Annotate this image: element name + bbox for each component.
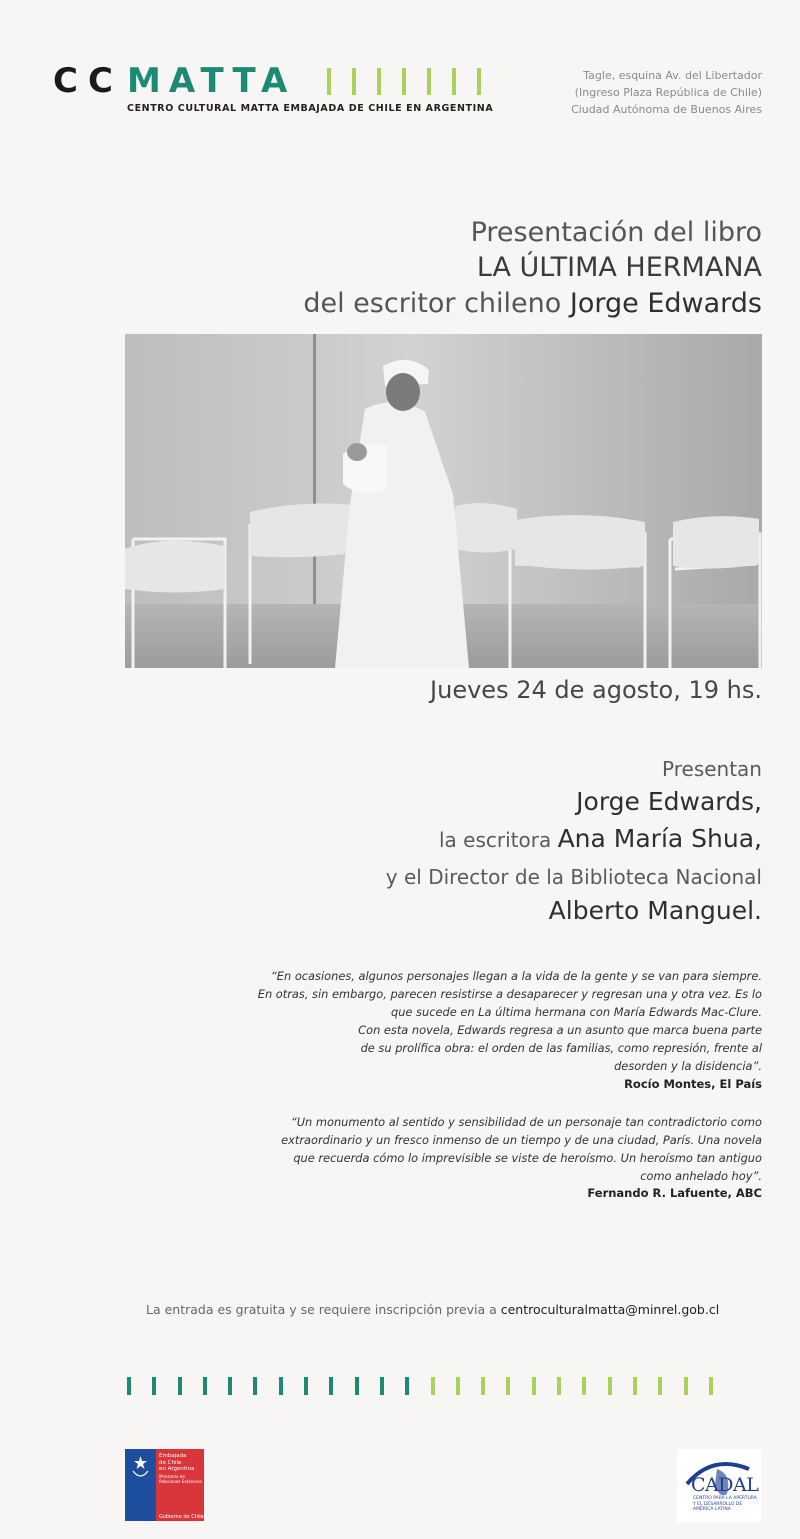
title-line-1: Presentación del libro: [470, 217, 762, 248]
address-line: Ciudad Autónoma de Buenos Aires: [571, 103, 762, 116]
presenter-1: Jorge Edwards,: [576, 787, 762, 816]
gob-text-line: de Chile: [159, 1459, 182, 1466]
quote-line: “Un monumento al sentido y sensibilidad de un personaje tan contradictorio como: [290, 1115, 762, 1129]
email-link[interactable]: centroculturalmatta@minrel.gob.cl: [500, 1302, 720, 1317]
decorative-bars: [127, 1377, 713, 1395]
quote-1-attribution: Rocío Montes, El País: [624, 1077, 762, 1091]
event-date: Jueves 24 de agosto, 19 hs.: [430, 676, 762, 704]
gob-text-line: en Argentina: [159, 1466, 195, 1472]
gob-bottom-text: Gobierno de Chile: [159, 1514, 204, 1520]
author-name: Jorge Edwards: [569, 288, 762, 319]
quote-line: desorden y la disidencia”.: [614, 1059, 762, 1073]
quote-line: que sucede en La última hermana con María Edwards Mac-Clure.: [390, 1005, 762, 1019]
registration-note: [146, 1302, 719, 1317]
presenter-2-role: la escritora: [438, 828, 558, 852]
presenter-2: [202, 824, 762, 853]
presenter-2-name: Ana María Shua,: [557, 824, 762, 853]
gob-text-line: Embajada: [159, 1453, 187, 1459]
quote-1: [242, 967, 762, 1075]
nursery-photo: [125, 334, 762, 668]
logo-matta: MATTA: [127, 61, 296, 101]
presenter-3-role: y el Director de la Biblioteca Nacional: [385, 865, 762, 889]
gob-ministry: Ministerio de Relaciones Exteriores: [159, 1473, 202, 1484]
quote-line: “En ocasiones, algunos personajes llegan a la vida de la gente y se van para siempre.: [270, 969, 762, 983]
quote-line: En otras, sin embargo, parecen resistirse a desaparecer y regresan una y otra vez. Es lo: [257, 987, 762, 1001]
presentan-label: Presentan: [662, 757, 762, 781]
presenter-3-name: Alberto Manguel.: [548, 896, 762, 925]
quote-line: como anhelado hoy”.: [640, 1169, 762, 1183]
book-title: LA ÚLTIMA HERMANA: [476, 252, 762, 283]
quote-2: [242, 1113, 762, 1185]
title-line-3: [162, 286, 762, 321]
quote-2-attribution: Fernando R. Lafuente, ABC: [587, 1186, 762, 1200]
quote-line: que recuerda cómo lo imprevisible se viste de heroísmo. Un heroísmo tan antiguo: [293, 1151, 762, 1165]
logo-bars: [327, 68, 481, 95]
cadal-wordmark: CADAL: [691, 1474, 759, 1496]
registration-text: La entrada es gratuita y se requiere inscripción previa a: [146, 1302, 501, 1317]
logo-cc: CC: [53, 61, 123, 101]
cadal-tagline: CENTRO PARA LA APERTURA Y EL DESARROLLO DE AMÉRICA LATINA: [693, 1496, 757, 1512]
logo-subtitle: CENTRO CULTURAL MATTA EMBAJADA DE CHILE EN ARGENTINA: [127, 103, 494, 114]
quote-line: Con esta novela, Edwards regresa a un asunto que marca buena parte: [358, 1023, 762, 1037]
quote-line: de su prolífica obra: el orden de las familias, como represión, frente al: [360, 1041, 762, 1055]
quote-line: extraordinario y un fresco inmenso de un tiempo y de una ciudad, París. Una novela: [281, 1133, 762, 1147]
gobierno-chile-logo: [125, 1449, 204, 1521]
title-prefix: del escritor chileno: [303, 288, 570, 319]
cadal-logo: [677, 1449, 761, 1522]
chile-crest-icon: [129, 1453, 152, 1483]
address-line: (Ingreso Plaza República de Chile): [574, 86, 762, 99]
address-line: Tagle, esquina Av. del Libertador: [583, 69, 762, 82]
address: [502, 67, 762, 118]
